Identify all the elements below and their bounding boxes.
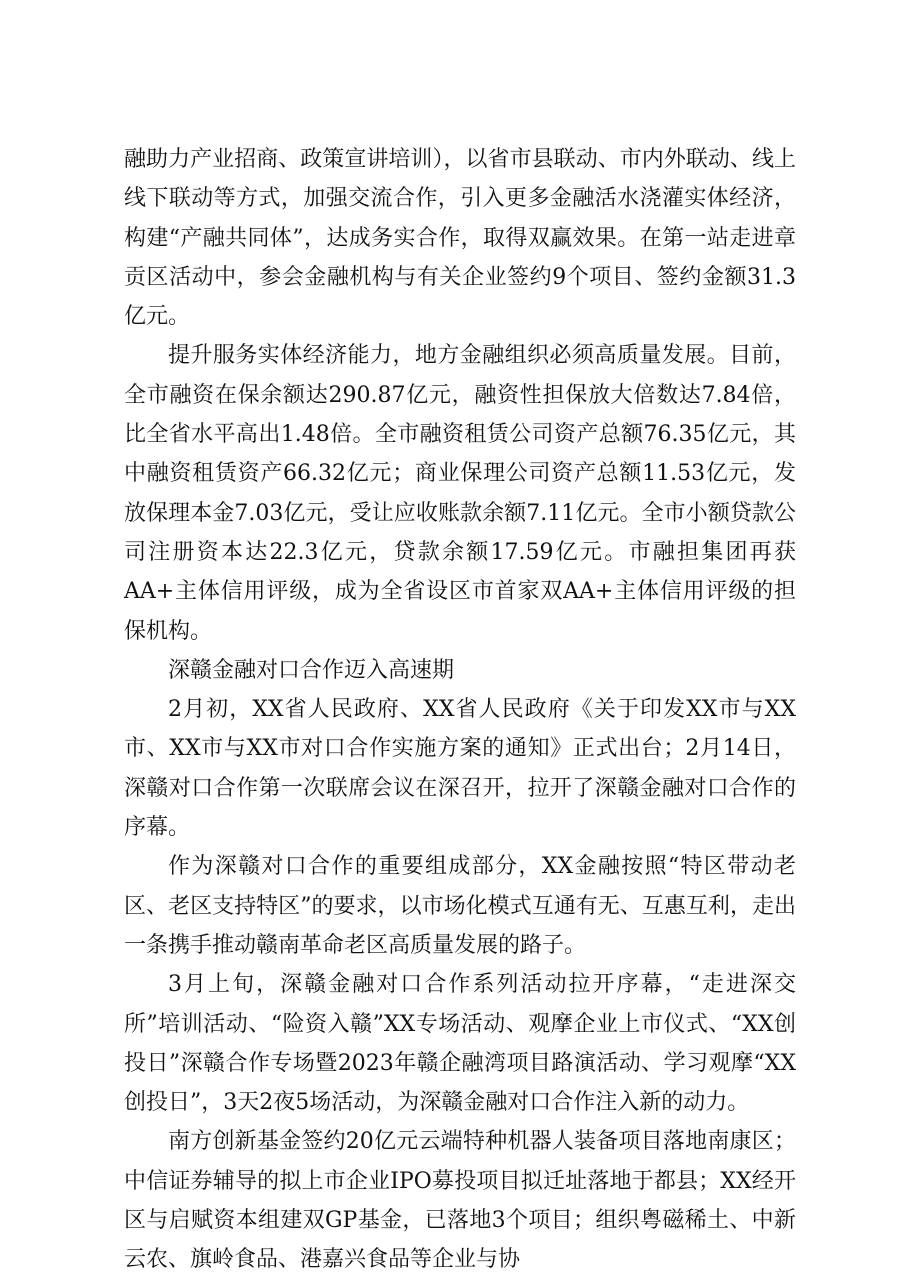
paragraph-projects: 南方创新基金签约20亿元云端特种机器人装备项目落地南康区；中信证券辅导的拟上市企业IPO募投项目拟迁址落地于都县；XX经开区与启赋资本组建双GP基金，已落地3个项目；组织粤磁稀土、中新云农、旗岭食品、港嘉兴食品等企业与协 [124, 1129, 796, 1273]
paragraph-march: 3月上旬，深赣金融对口合作系列活动拉开序幕，“走进深交所”培训活动、“险资入赣”XX专场活动、观摩企业上市仪式、“XX创投日”深赣合作专场暨2023年赣企融湾项目路演活动、学习观摩“XX创投日”，3天2夜5场活动，为深赣金融对口合作注入新的动力。 [124, 972, 796, 1116]
paragraph-continuation: 融助力产业招商、政策宣讲培训），以省市县联动、市内外联动、线上线下联动等方式，加强交流合作，引入更多金融活水浇灌实体经济，构建“产融共同体”，达成务实合作，取得双赢效果。在第一站走进章贡区活动中，参会金融机构与有关企业签约9个项目、签约金额31.3亿元。 [124, 147, 796, 330]
paragraph-local-finance: 提升服务实体经济能力，地方金融组织必须高质量发展。目前，全市融资在保余额达290.87亿元，融资性担保放大倍数达7.84倍，比全省水平高出1.48倍。全市融资租赁公司资产总额76.35亿元，其中融资租赁资产66.32亿元；商业保理公司资产总额11.53亿元，发放保理本金7.03亿元，受让应收账款余额7.11亿元。全市小额贷款公司注册资本达22.3亿元，贷款余额17.59亿元。市融担集团再获AA+主体信用评级，成为全省设区市首家双AA+主体信用评级的担保机构。 [124, 343, 796, 644]
section-heading: 深赣金融对口合作迈入高速期 [168, 657, 455, 683]
paragraph-cooperation-role: 作为深赣对口合作的重要组成部分，XX金融按照“特区带动老区、老区支持特区”的要求，以市场化模式互通有无、互惠互利，走出一条携手推动赣南革命老区高质量发展的路子。 [124, 854, 796, 958]
paragraph-february: 2月初，XX省人民政府、XX省人民政府《关于印发XX市与XX市、XX市与XX市对口合作实施方案的通知》正式出台；2月14日，深赣对口合作第一次联席会议在深召开，拉开了深赣金融对口合作的序幕。 [124, 697, 796, 841]
document-body [124, 140, 796, 1280]
